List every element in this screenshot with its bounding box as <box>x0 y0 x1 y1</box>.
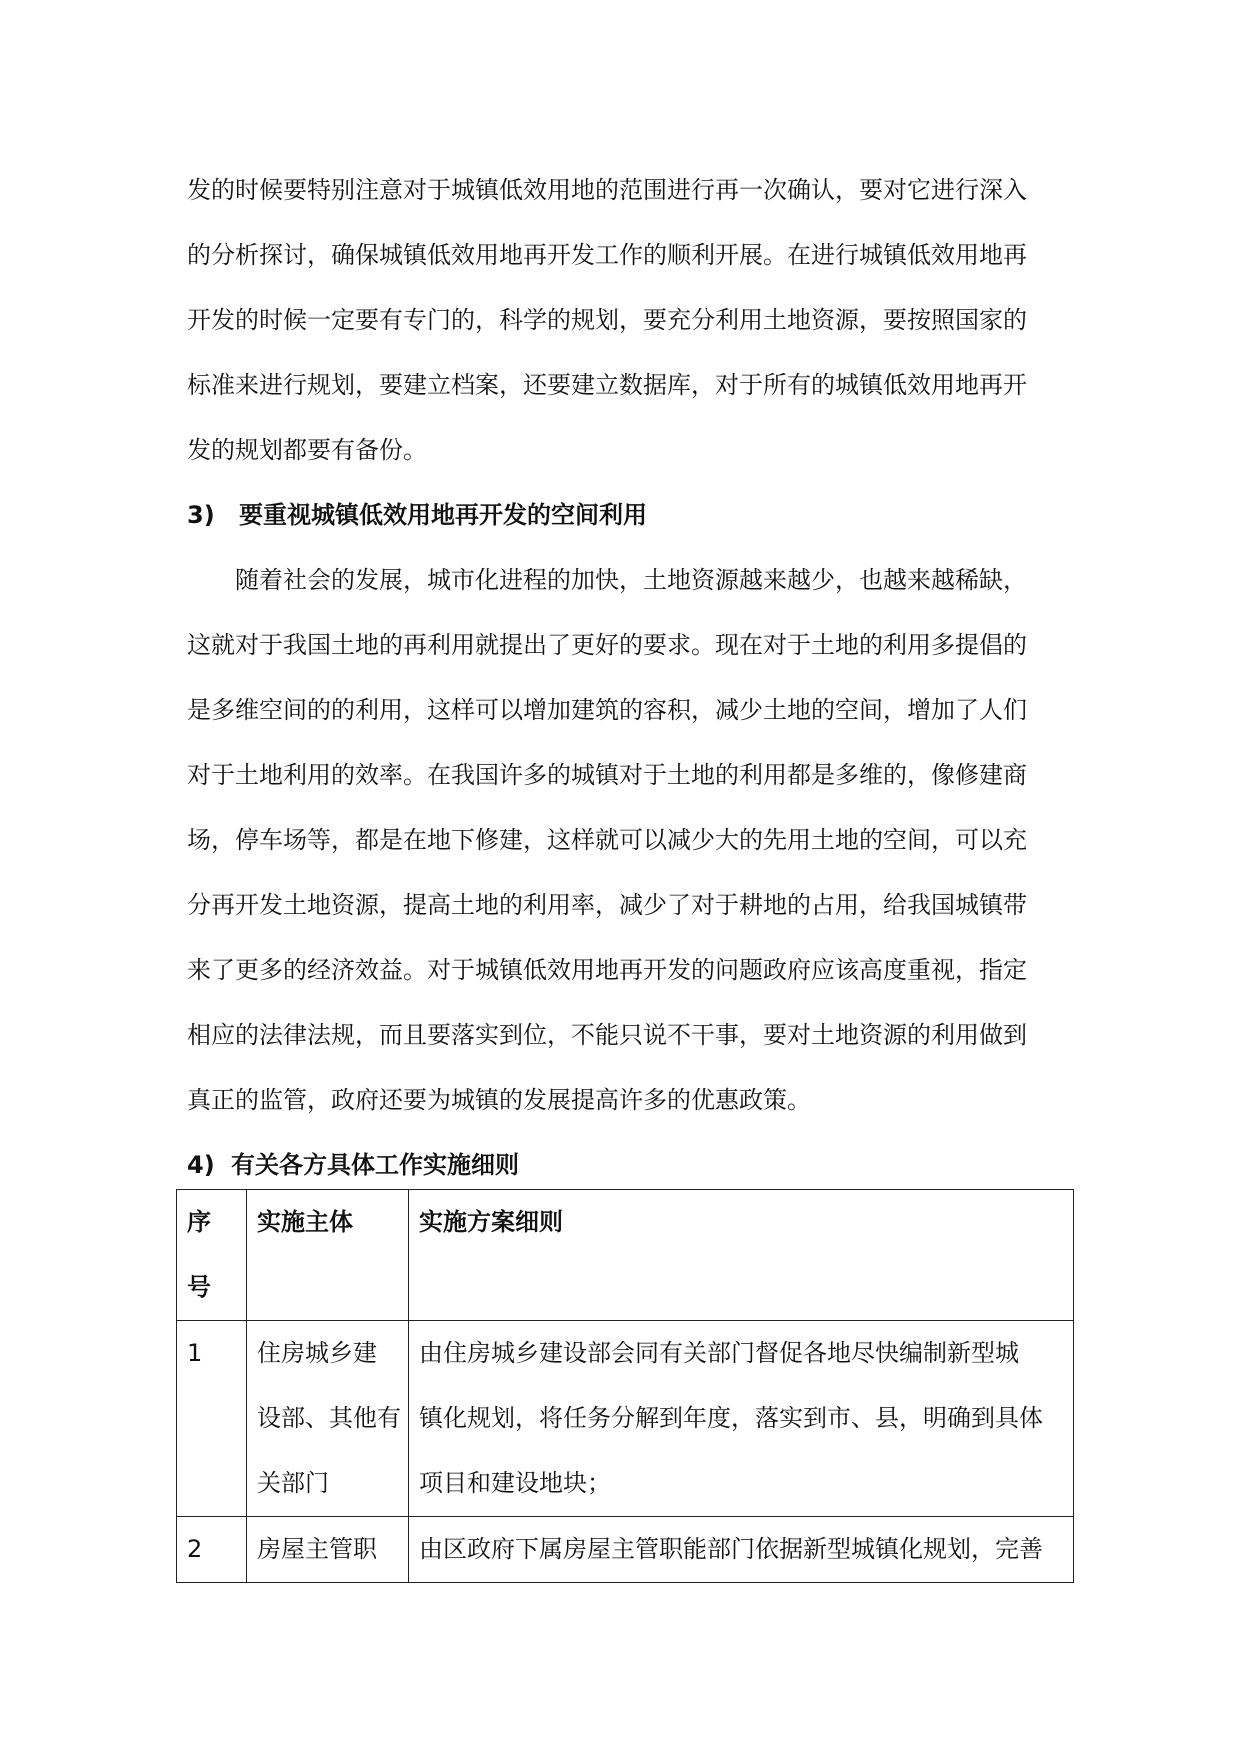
cell-seq: 1 <box>177 1321 247 1517</box>
table-row <box>177 1517 1074 1583</box>
section-3-heading <box>187 483 1067 548</box>
text-line: 开发的时候一定要有专门的，科学的规划，要充分利用土地资源，要按照国家的 <box>187 306 1027 334</box>
text-line: 真正的监管，政府还要为城镇的发展提高许多的优惠政策。 <box>187 1086 811 1114</box>
document-body <box>187 158 1067 1198</box>
text-line: 对于土地利用的效率。在我国许多的城镇对于土地的利用都是多维的，像修建商 <box>187 761 1027 789</box>
text-line: 发的时候要特别注意对于城镇低效用地的范围进行再一次确认，要对它进行深入 <box>187 176 1027 204</box>
section-title: 要重视城镇低效用地再开发的空间利用 <box>239 501 647 529</box>
section-number: 4) <box>187 1151 215 1179</box>
text-line: 标准来进行规划，要建立档案，还要建立数据库，对于所有的城镇低效用地再开 <box>187 371 1027 399</box>
text-line: 相应的法律法规，而且要落实到位，不能只说不干事，要对土地资源的利用做到 <box>187 1021 1027 1049</box>
cell-detail: 由区政府下属房屋主管职能部门依据新型城镇化规划，完善 <box>409 1517 1074 1583</box>
cell-subject: 住房城乡建 设部、其他有 关部门 <box>247 1321 409 1517</box>
header-subject: 实施主体 <box>247 1190 409 1321</box>
text-line: 分再开发土地资源，提高土地的利用率，减少了对于耕地的占用，给我国城镇带 <box>187 891 1027 919</box>
section-number: 3) <box>187 501 215 529</box>
text-line: 来了更多的经济效益。对于城镇低效用地再开发的问题政府应该高度重视，指定 <box>187 956 1027 984</box>
table-header-row <box>177 1190 1074 1321</box>
text-line: 随着社会的发展，城市化进程的加快，土地资源越来越少，也越来越稀缺， <box>235 566 1027 594</box>
text-line: 场，停车场等，都是在地下修建，这样就可以减少大的先用土地的空间，可以充 <box>187 826 1027 854</box>
table-row <box>177 1321 1074 1517</box>
cell-subject: 房屋主管职 <box>247 1517 409 1583</box>
text-line: 是多维空间的的利用，这样可以增加建筑的容积，减少土地的空间，增加了人们 <box>187 696 1027 724</box>
cell-detail: 由住房城乡建设部会同有关部门督促各地尽快编制新型城 镇化规划，将任务分解到年度，落实到市、县，明确到具体 项目和建设地块； <box>409 1321 1074 1517</box>
implementation-table <box>176 1189 1074 1583</box>
text-line: 的分析探讨，确保城镇低效用地再开发工作的顺利开展。在进行城镇低效用地再 <box>187 241 1027 269</box>
text-line: 发的规划都要有备份。 <box>187 436 427 464</box>
header-detail: 实施方案细则 <box>409 1190 1074 1321</box>
section-title: 有关各方具体工作实施细则 <box>231 1151 519 1179</box>
cell-seq: 2 <box>177 1517 247 1583</box>
header-seq: 序 号 <box>177 1190 247 1321</box>
text-line: 这就对于我国土地的再利用就提出了更好的要求。现在对于土地的利用多提倡的 <box>187 631 1027 659</box>
intro-paragraph <box>187 158 1067 483</box>
section-3-paragraph <box>187 548 1067 1133</box>
